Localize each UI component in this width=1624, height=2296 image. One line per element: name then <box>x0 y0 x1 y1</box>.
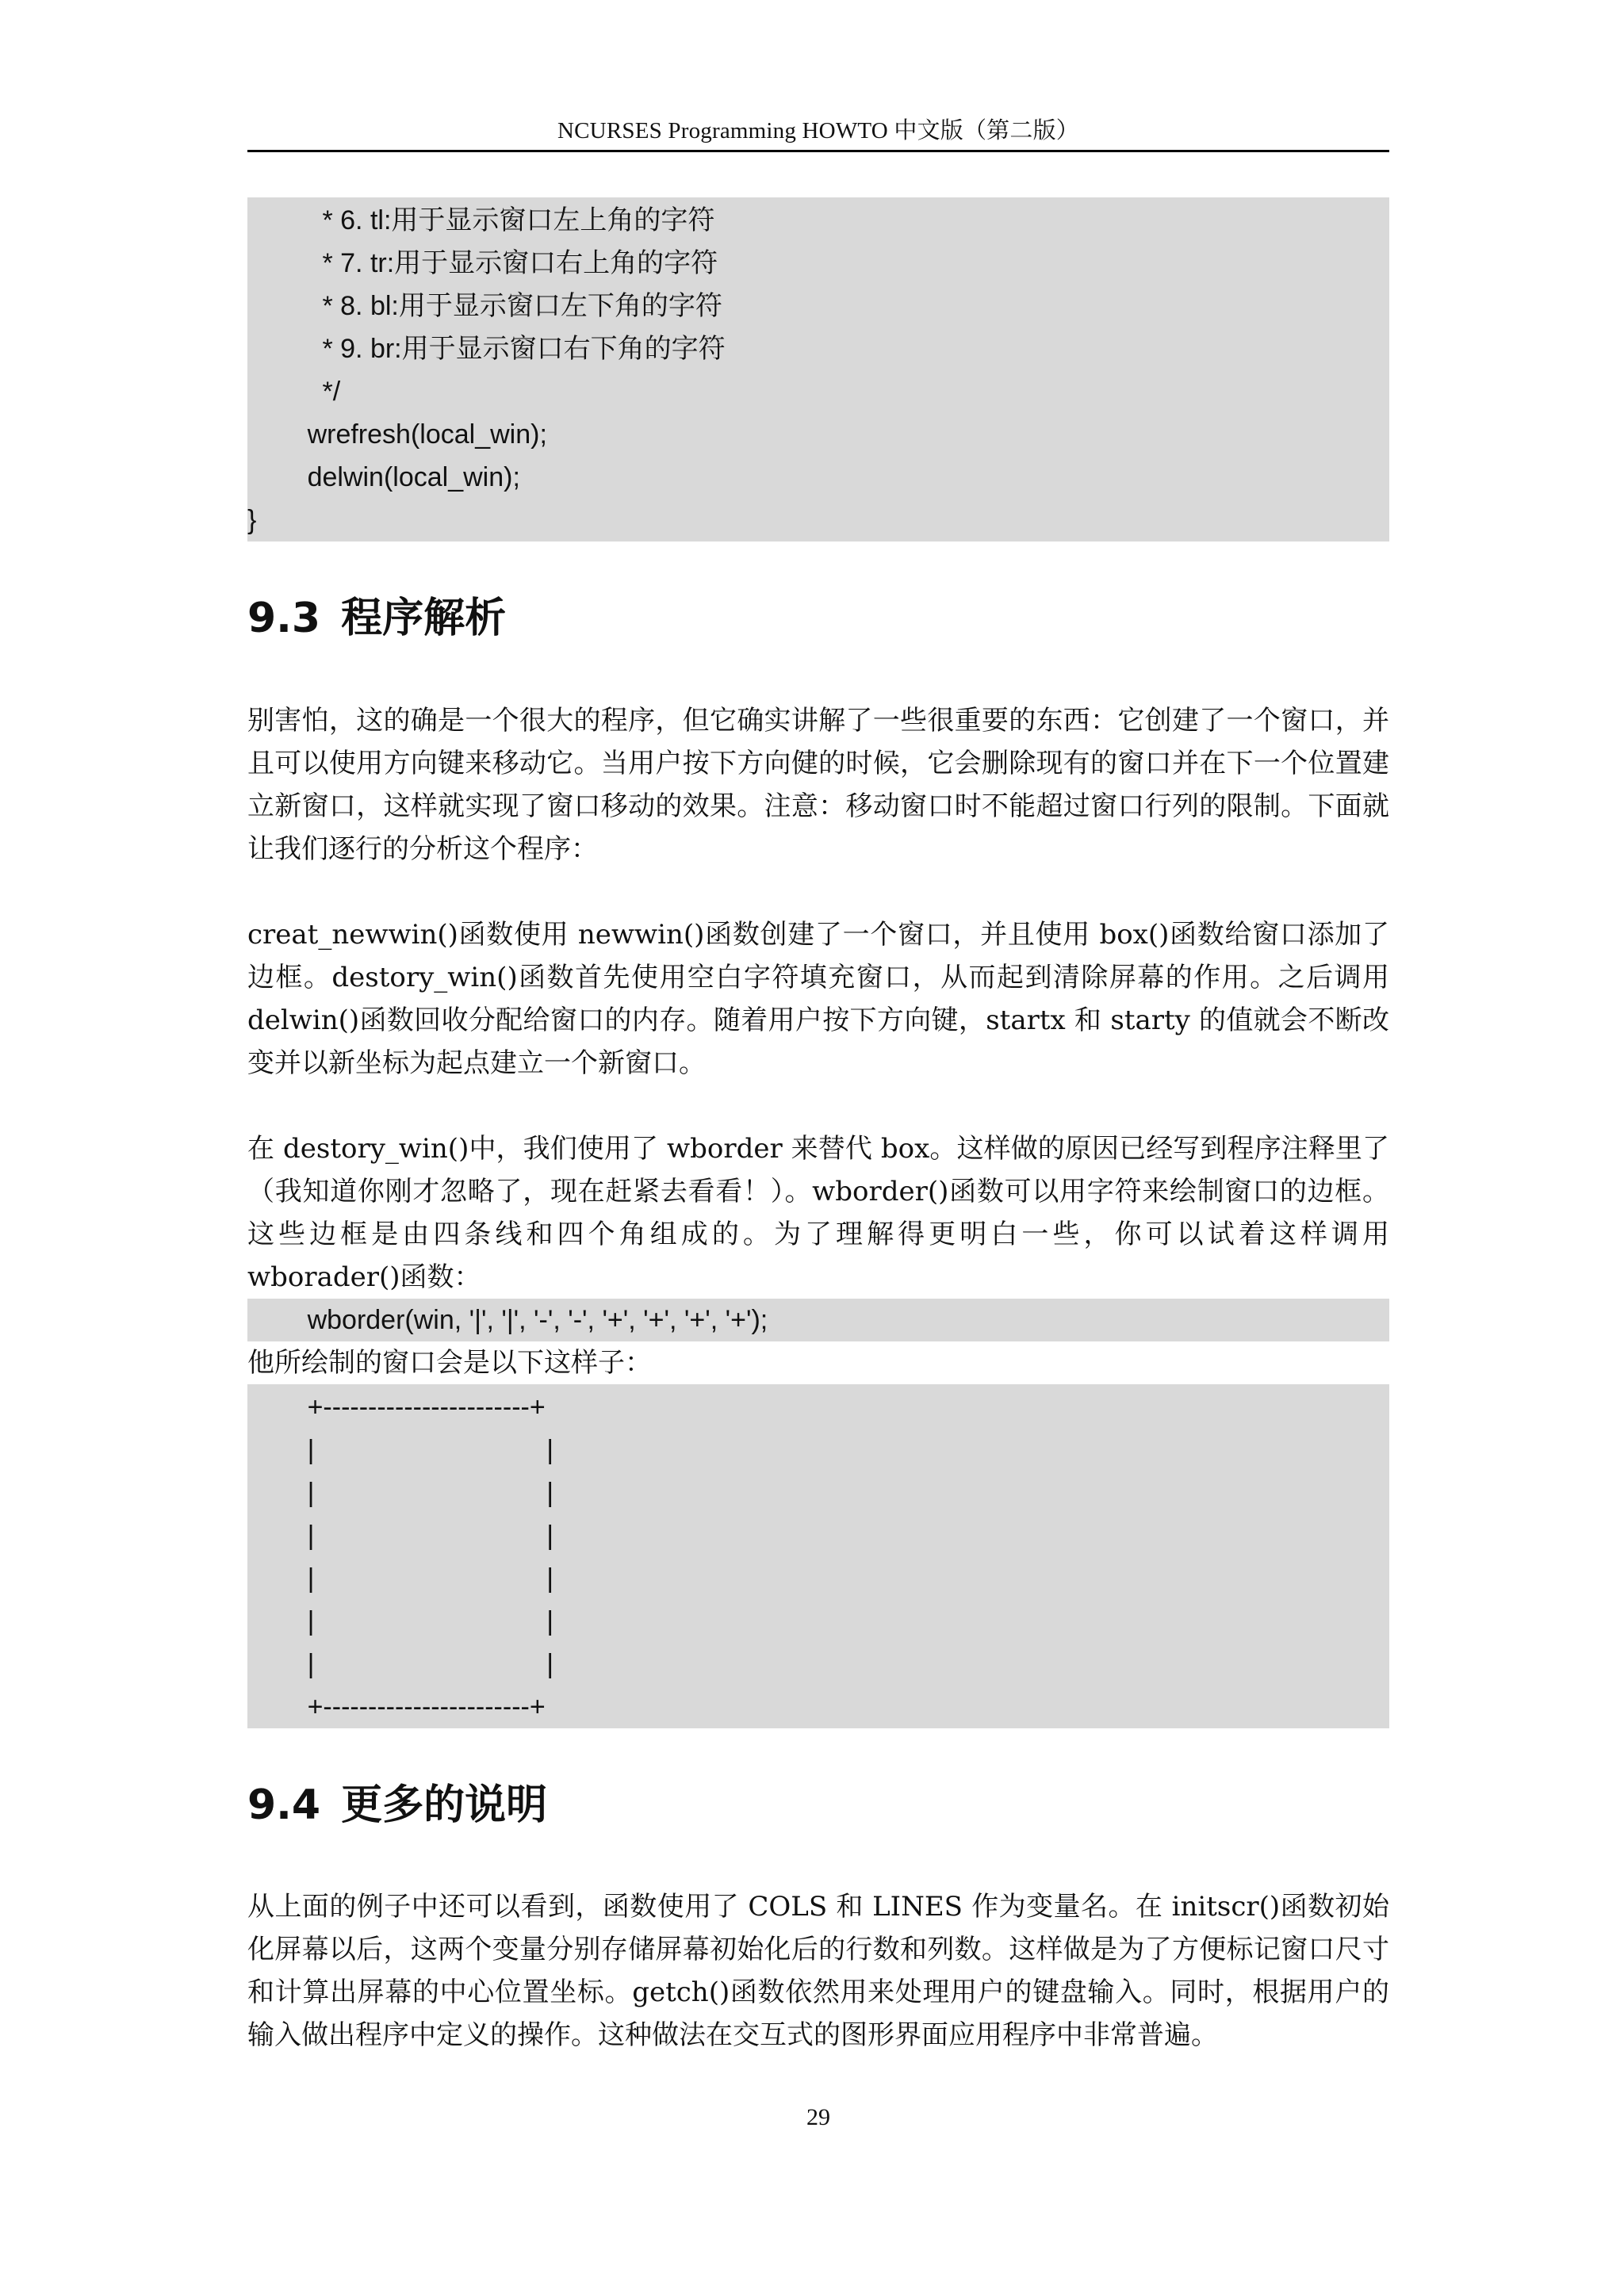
code-line: | | <box>247 1521 554 1551</box>
code-line: wrefresh(local_win); <box>247 419 547 450</box>
paragraph: 别害怕，这的确是一个很大的程序，但它确实讲解了一些很重要的东西：它创建了一个窗口，并且可以使用方向键来移动它。当用户按下方向健的时候，它会删除现有的窗口并在下一个位置建立新窗口，这样就实现了窗口移动的效果。注意：移动窗口时不能超过窗口行列的限制。下面就让我们逐行的分析这个程序： <box>247 705 1389 865</box>
code-line: +-----------------------+ <box>247 1692 546 1722</box>
section-heading-9-3 <box>247 591 506 646</box>
section-title: 更多的说明 <box>341 1781 548 1829</box>
code-block-box-drawing <box>247 1384 1389 1728</box>
code-line: */ <box>247 377 341 407</box>
paragraph: 在 destory_win()中，我们使用了 wborder 来替代 box。这样做的原因已经写到程序注释里了（我知道你刚才忽略了，现在赶紧去看看！）。wborder()函数可以用字符来绘制窗口的边框。这些边框是由四条线和四个角组成的。为了理解得更明白一些，你可以试着这样调用 wborader()函数： <box>247 1133 1389 1293</box>
code-line: | | <box>247 1649 554 1679</box>
paragraph: creat_newwin()函数使用 newwin()函数创建了一个窗口，并且使用 box()函数给窗口添加了边框。destory_win()函数首先使用空白字符填充窗口，从而起到清除屏幕的作用。之后调用 delwin()函数回收分配给窗口的内存。随着用户按下方向键，startx 和 starty 的值就会不断改变并以新坐标为起点建立一个新窗口。 <box>247 919 1389 1079</box>
section-heading-9-4 <box>247 1777 547 1833</box>
code-line: * 8. bl:用于显示窗口左下角的字符 <box>247 291 722 321</box>
section-title: 程序解析 <box>341 595 507 642</box>
paragraph: 他所绘制的窗口会是以下这样子： <box>247 1347 652 1379</box>
header-rule <box>247 150 1389 152</box>
code-line: delwin(local_win); <box>247 462 520 492</box>
section-number: 9.4 <box>247 1781 321 1829</box>
code-block-continuation <box>247 197 1389 541</box>
code-line: | | <box>247 1478 554 1508</box>
code-line: | | <box>247 1606 554 1636</box>
code-line: | | <box>247 1435 554 1465</box>
section-number: 9.3 <box>247 595 321 642</box>
code-line: wborder(win, '|', '|', '-', '-', '+', '+', '+', '+'); <box>247 1305 768 1335</box>
code-line: } <box>247 505 257 535</box>
code-line: * 6. tl:用于显示窗口左上角的字符 <box>247 205 715 235</box>
paragraph: 从上面的例子中还可以看到，函数使用了 COLS 和 LINES 作为变量名。在 initscr()函数初始化屏幕以后，这两个变量分别存储屏幕初始化后的行数和列数。这样做是为了方便标记窗口尺寸和计算出屏幕的中心位置坐标。getch()函数依然用来处理用户的键盘输入。同时，根据用户的输入做出程序中定义的操作。这种做法在交互式的图形界面应用程序中非常普遍。 <box>247 1891 1389 2051</box>
running-header: NCURSES Programming HOWTO 中文版（第二版） <box>557 118 1079 144</box>
code-line: * 9. br:用于显示窗口右下角的字符 <box>247 334 726 364</box>
page-number: 29 <box>806 2104 830 2130</box>
code-line: | | <box>247 1563 554 1594</box>
document-page <box>247 0 1389 2296</box>
code-line: +-----------------------+ <box>247 1392 546 1422</box>
code-block-wborder-call <box>247 1299 1389 1341</box>
code-line: * 7. tr:用于显示窗口右上角的字符 <box>247 248 718 278</box>
